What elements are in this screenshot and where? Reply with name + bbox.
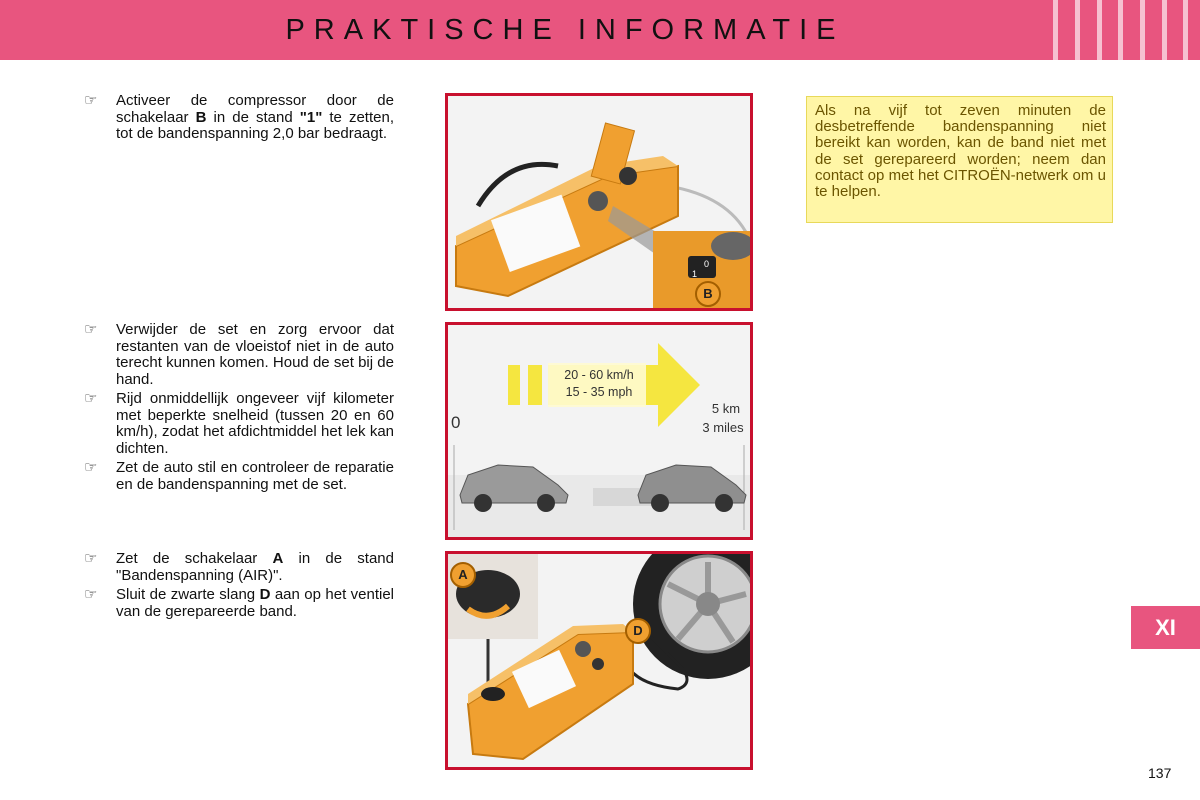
callout-b: B [695,281,721,307]
step-text: Rijd onmiddellijk ongeveer vijf kilometer met beperkte snelheid (tussen 20 en 60 km/h), zodat het afdichtmiddel het lek kan dichten. [116,390,394,457]
header-stripe [1140,0,1145,60]
pointing-hand-icon: ☞ [84,459,98,476]
header-stripe [1075,0,1080,60]
page-title: PRAKTISCHE INFORMATIE [285,14,845,46]
pointing-hand-icon: ☞ [84,321,98,338]
instruction-group-3 [84,551,394,623]
header-stripe [1053,0,1058,60]
figure-hose-connection [445,551,753,770]
instruction-step [84,587,394,620]
step-text: A [272,550,284,567]
speed-imperial: 15 - 35 mph [565,385,633,399]
pointing-hand-icon: ☞ [84,92,98,109]
figure-compressor-switch [445,93,753,311]
note-box: Als na vijf tot zeven minuten de desbetreffende bandenspanning niet bereikt kan worden, kan de band niet met de set gerepareerd worden; neem dan contact op met het CITROËN-netwerk om u te helpen. [806,96,1113,223]
step-text: Zet de auto stil en controleer de reparatie en de bandenspanning met de set. [116,459,394,493]
switch-on-label: 1 [692,269,698,279]
header-stripe [1162,0,1167,60]
instruction-group-2 [84,322,394,496]
callout-d: D [625,618,651,644]
pointing-hand-icon: ☞ [84,550,98,567]
distance-km: 5 km [711,401,741,416]
distance-miles: 3 miles [702,420,744,435]
figure-drive-distance [445,322,753,540]
step-text: Zet de schakelaar [116,550,273,567]
switch-off-label: 0 [704,259,710,269]
step-text: te zetten, tot de bandenspanning 2,0 bar bedraagt. [116,108,394,142]
header-stripe [1183,0,1188,60]
step-text: aan op het ventiel van de gerepareerde band. [116,586,395,620]
step-text: "1" [299,108,323,126]
distance-label [701,399,751,437]
step-text: in de stand "Bandenspanning (AIR)". [116,550,394,584]
step-text: Activeer de compressor door de schakelaar [116,92,394,126]
compressor-illustration [448,96,750,308]
callout-a: A [450,562,476,588]
step-text: Verwijder de set en zorg ervoor dat restanten van de vloeistof niet in de auto terecht kunnen komen. Houd de set bij de hand. [116,321,394,388]
step-text: B [195,108,207,126]
header-stripe [1118,0,1123,60]
hose-illustration [448,554,750,767]
instruction-step [84,551,394,584]
instruction-step [84,93,394,143]
step-text: Sluit de zwarte slang [116,586,260,603]
speed-metric: 20 - 60 km/h [564,368,634,382]
chapter-tab[interactable]: XI [1131,606,1200,649]
header-stripe [1097,0,1102,60]
instruction-group-1 [84,93,394,146]
instruction-step [84,391,394,457]
pointing-hand-icon: ☞ [84,586,98,603]
start-label: 0 [451,413,461,432]
pointing-hand-icon: ☞ [84,390,98,407]
page-number: 137 [1148,765,1172,781]
instruction-step [84,460,394,493]
instruction-step [84,322,394,388]
step-text: in de stand [206,108,300,126]
page-header [0,0,1200,60]
step-text: D [259,586,271,603]
speed-box [551,367,647,401]
